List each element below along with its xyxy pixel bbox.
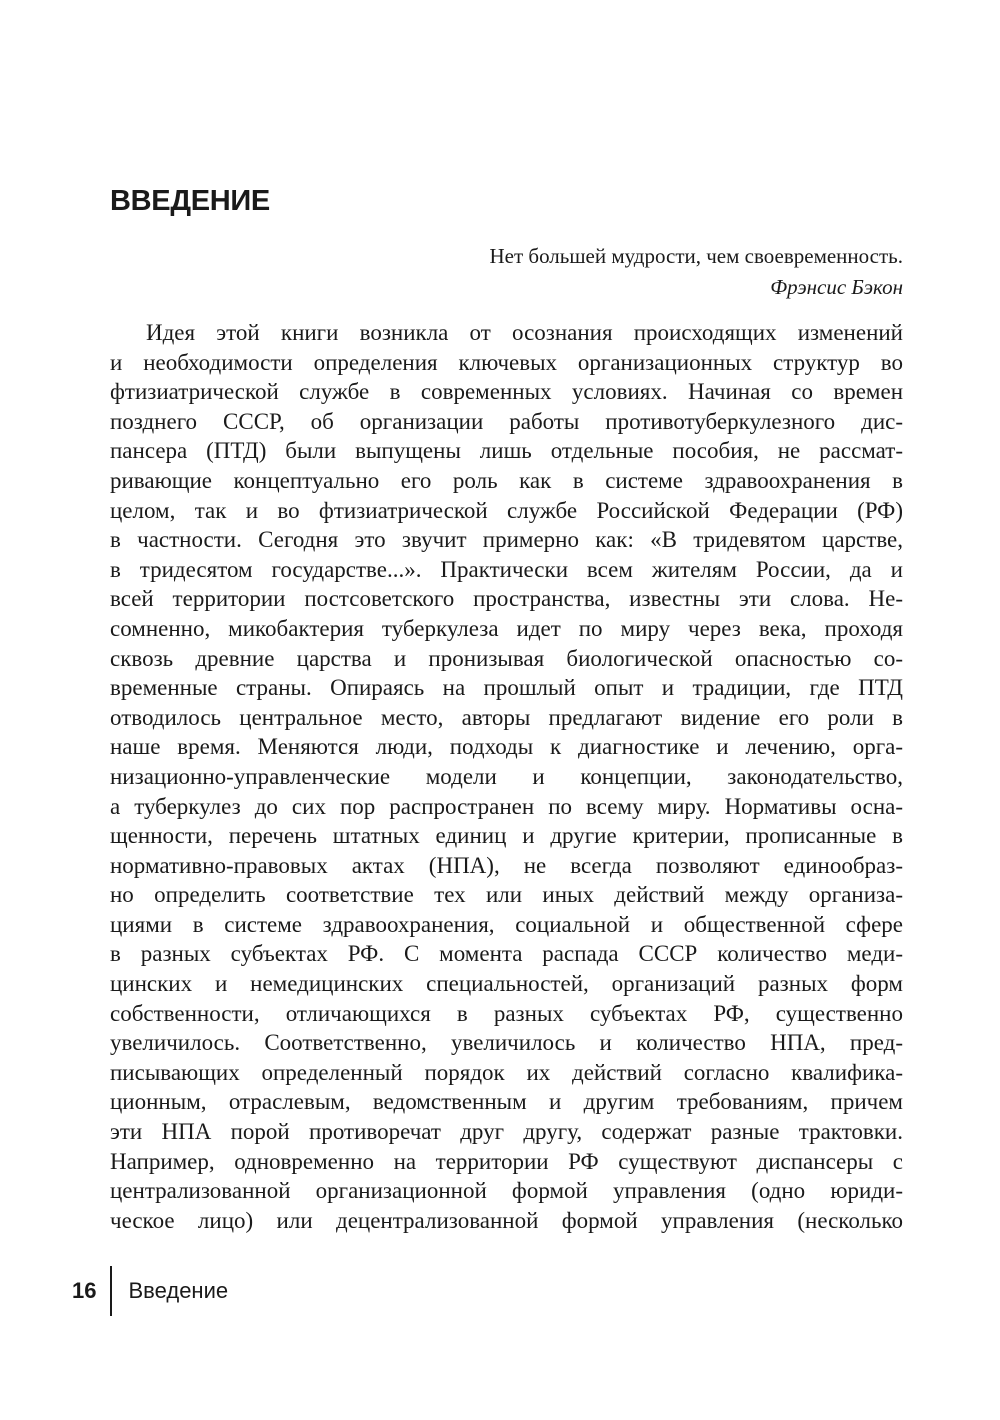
- running-section-title: Введение: [128, 1278, 229, 1303]
- body-paragraph: [110, 318, 903, 1235]
- text-line: централизованной организационной формой управления (одно юриди-: [110, 1178, 903, 1204]
- text-line: в тридесятом государстве...». Практически всем жителям России, да и: [110, 556, 903, 582]
- text-line: писывающих определенный порядок их действий согласно квалифика-: [110, 1059, 903, 1085]
- text-line: увеличилось. Соответственно, увеличилось и количество НПА, пред-: [110, 1030, 903, 1056]
- text-line: цинских и немедицинских специальностей, организаций разных форм: [110, 971, 903, 997]
- text-line: и необходимости определения ключевых организационных структур во: [110, 349, 903, 375]
- epigraph-author: Фрэнсис Бэкон: [770, 275, 903, 299]
- text-line: ривающие концептуально его роль как в системе здравоохранения в: [110, 467, 903, 493]
- text-line: циями в системе здравоохранения, социальной и общественной сфере: [110, 911, 903, 937]
- text-line: в частности. Сегодня это звучит примерно как: «В тридевятом царстве,: [110, 527, 903, 553]
- text-line: наше время. Меняются люди, подходы к диагностике и лечению, орга-: [110, 734, 903, 760]
- text-line: сомненно, микобактерия туберкулеза идет по миру через века, проходя: [110, 615, 903, 641]
- text-line: а туберкулез до сих пор распространен по всему миру. Нормативы осна-: [110, 793, 903, 819]
- text-line: позднего СССР, об организации работы противотуберкулезного дис-: [110, 408, 903, 434]
- text-line: Например, одновременно на территории РФ существуют диспансеры с: [110, 1148, 903, 1174]
- page-footer: [72, 1266, 228, 1316]
- page-title: ВВЕДЕНИЕ: [110, 185, 270, 217]
- text-line: временные страны. Опираясь на прошлый опыт и традиции, где ПТД: [110, 675, 903, 701]
- text-line: низационно-управленческие модели и концепции, законодательство,: [110, 763, 903, 789]
- text-line: Идея этой книги возникла от осознания происходящих изменений: [146, 320, 903, 345]
- text-line: сквозь древние царства и пронизывая биологической опасностью со-: [110, 645, 903, 671]
- text-line: но определить соответствие тех или иных действий между организа-: [110, 882, 903, 908]
- text-line: нормативно-правовых актах (НПА), не всегда позволяют единообраз-: [110, 852, 903, 878]
- text-line: целом, так и во фтизиатрической службе Российской Федерации (РФ): [110, 497, 903, 523]
- text-line: собственности, отличающихся в разных субъектах РФ, существенно: [110, 1000, 903, 1026]
- text-line: в разных субъектах РФ. С момента распада СССР количество меди-: [110, 941, 903, 967]
- epigraph: [489, 241, 903, 303]
- text-line: щенности, перечень штатных единиц и другие критерии, прописанные в: [110, 823, 903, 849]
- epigraph-quote: Нет большей мудрости, чем своевременность.: [489, 244, 903, 268]
- text-line: фтизиатрической службе в современных условиях. Начиная со времен: [110, 379, 903, 405]
- text-line: пансера (ПТД) были выпущены лишь отдельные пособия, не рассмат-: [110, 438, 903, 464]
- text-line: отводилось центральное место, авторы предлагают видение его роли в: [110, 704, 903, 730]
- text-line: эти НПА порой противоречат друг другу, содержат разные трактовки.: [110, 1119, 903, 1145]
- text-line: ческое лицо) или децентрализованной формой управления (несколько: [110, 1207, 903, 1233]
- text-line: всей территории постсоветского пространства, известны эти слова. Не-: [110, 586, 903, 612]
- text-line: ционным, отраслевым, ведомственным и другим требованиям, причем: [110, 1089, 903, 1115]
- page-number: 16: [72, 1278, 97, 1303]
